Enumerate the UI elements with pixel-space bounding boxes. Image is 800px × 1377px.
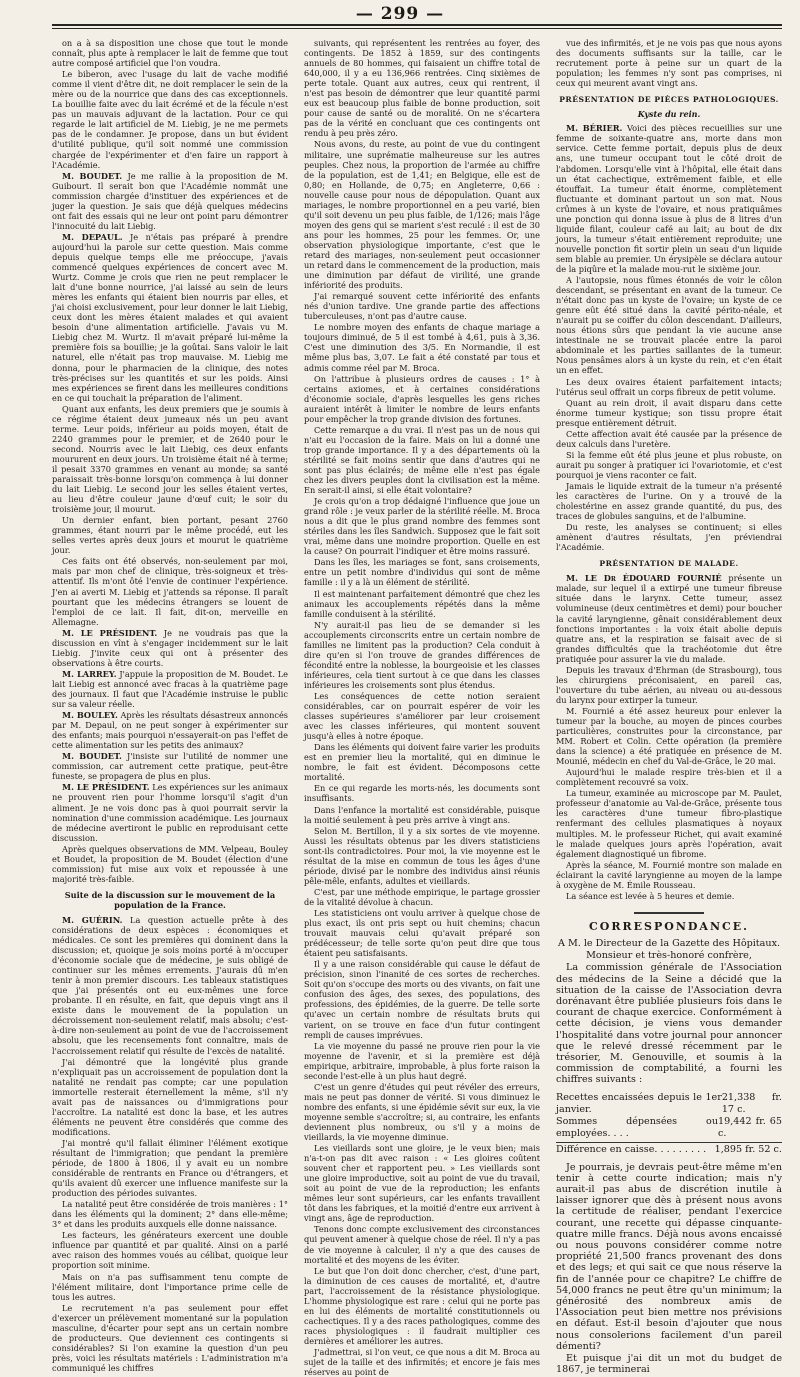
letter-greeting: Monsieur et très-honoré confrère, — [586, 950, 752, 962]
paragraph: A l'autopsie, nous fûmes étonnés de voir le côlon descendant, se présentant en avant de la tumeur. Ce n'était donc pas un kyste de l'ovaire; un kyste de ce genre eût été situé dans la cavité périto-néale, et n'aurait pu se coiffer du côlon descendant. D'ailleurs, nous étions sûrs que pendant la vie aucune anse intestinale ne se trouvait placée entre la paroi abdominale et les parties saillantes de la tumeur. Nous pensâmes alors à un kyste du rein, et c'en était un en effet. — [556, 275, 782, 376]
paragraph: on a à sa disposition une chose que tout le monde connaît, plus apte à remplacer le lait de femme que tout autre composé artificiel que l'on voudra. — [52, 38, 288, 69]
letter-salutation: A M. le Directeur de la Gazette des Hôpitaux. — [557, 937, 781, 949]
letter-paragraph: Et puisque j'ai dit un mot du budget de 1867, je terminerai — [556, 1353, 782, 1376]
speaker-name: M. LARREY. — [62, 668, 117, 679]
speech-boudet-2 — [52, 751, 288, 781]
paragraph: Depuis les travaux d'Ehrman (de Strasbourg), tous les chirurgiens préconisaient, en pareil cas, l'ouverture du tube aérien, au niveau ou au-dessous du larynx pour extirper la tumeur. — [556, 664, 782, 705]
account-value: 1,895 fr. 52 c. — [714, 1143, 782, 1155]
paragraph: La séance est levée à 5 heures et demie. — [566, 890, 735, 901]
paragraph: Mais on n'a pas suffisamment tenu compte de l'élément militaire, dont l'importance prime celle de tous les autres. — [52, 1271, 288, 1302]
speech-fournie — [556, 573, 782, 663]
paragraph: J'ai remarqué souvent cette infériorité des enfants nés d'union tardive. Une grande partie des affections tuberculeuses, n'ont pas d'autre cause. — [304, 291, 540, 322]
speech-guerin — [52, 915, 288, 1056]
subsection-heading: Kyste du rein. — [637, 109, 701, 120]
speaker-name: M. DEPAUL. — [62, 231, 123, 242]
speech-larrey — [52, 669, 288, 709]
paragraph: Le biberon, avec l'usage du lait de vache modifié comme il vient d'être dit, ne doit remplacer le sein de la mère ou de la nourrice que dans des cas exceptionnels. La bouillie faite avec du lait écrémé et de la fécule n'est pas un mauvais adjuvant de la lactation. Pour ce qui regarde le lait artificiel de M. Liebig, je ne me permets pas de le condamner. Je propose, dans un but évident d'utilité publique, qu'il soit nommé une commission chargée de l'expérimenter et d'en faire un rapport à l'Académie. — [52, 69, 288, 170]
page-number: — 299 — — [355, 4, 445, 24]
speech-president-2 — [52, 782, 288, 842]
speech-bouley — [52, 710, 288, 750]
speech-depaul — [52, 232, 288, 403]
account-value: 19,442 fr. 65 c. — [718, 1115, 782, 1139]
speech-president — [52, 628, 288, 668]
paragraph: Les conséquences de cette notion seraient considérables, car on pourrait espérer de voir les classes supérieures s'améliorer par leur croisement avec les classes inférieures, qui montent souvent jusqu'à elles à notre époque. — [304, 691, 540, 742]
paragraph: N'y aurait-il pas lieu de se demander si les accouplements circonscrits entre un certain nombre de familles ne limitent pas la production? Cela conduit à dire qu'en si l'on trouve de grandes différences de fécondité entre la noblesse, la bourgeoisie et les classes inférieures, cela tient surtout à ce que dans les classes inférieures les croisements sont plus étendus. — [304, 619, 540, 690]
paragraph: Après la séance, M. Fournié montre son malade en éclairant la cavité laryngienne au moyen de la lampe à oxygène de M. Émile Rousseau. — [556, 859, 782, 890]
paragraph: M. Fournié a été assez heureux pour enlever la tumeur par la bouche, au moyen de pinces courbes particulières, construites pour la circonstance, par MM. Robert et Colin. Cette opération (la première dans la science) a été pratiquée en présence de M. Mounié, médecin en chef du Val-de-Grâce, le 20 mai. — [556, 705, 782, 767]
account-label: Différence en caisse. . . . . . . . . — [556, 1143, 707, 1155]
account-row — [556, 1092, 782, 1116]
paragraph: J'ai démontré que la longévité plus grande n'expliquait pas un accroissement de population dont la natalité ne rendait pas compte; car une population immortelle resterait éternellement la même, s'il n'y avait pas de naissances ou d'immigrations pour l'accroître. La natalité est donc la base, et les autres éléments ne peuvent être considérés que comme des modifications. — [52, 1056, 288, 1137]
paragraph: C'est, par une méthode empirique, le partage grossier de la vitalité dévolue à chacun. — [304, 886, 540, 907]
speaker-name: M. GUÉRIN. — [62, 914, 123, 925]
paragraph: Dans les éléments qui doivent faire varier les produits est en premier lieu la mortalité, qui en diminue le nombre, le fait est évident. Décomposons cette mortalité. — [304, 742, 540, 783]
paragraph: Les facteurs, les générateurs exercent une double influence par quantité et par qualité. Ainsi on a parlé avec raison des hommes voués au célibat, quoique leur proportion soit minime. — [52, 1230, 288, 1271]
speaker-name: M. BOUDET. — [62, 751, 122, 762]
paragraph: Le but que l'on doit donc chercher, c'est, d'une part, la diminution de ces causes de mortalité, et, d'autre part, l'accroissement de la résistance physiologique. L'homme physiologique est rare : celui qui ne porte pas en lui des éléments de mortalité constitutionnels ou cachectiques. Il y a des races pathologiques, comme des races physiologiques : il faudrait multiplier ces dernières et améliorer les autres. — [304, 1265, 540, 1346]
speaker-name: M. BOULEY. — [62, 710, 118, 721]
paragraph: vue des infirmités, et je ne vois pas que nous ayons des documents suffisants sur la taille, car le recrutement porte à peine sur un quart de la population; les femmes n'y sont pas comprises, ni ceux qui meurent avant vingt ans. — [556, 38, 782, 89]
paragraph: Si la femme eût été plus jeune et plus robuste, on aurait pu songer à pratiquer ici l'ovariotomie, et c'est pourquoi je viens raconter ce fait. — [556, 449, 782, 480]
paragraph: Les statisticiens ont voulu arriver à quelque chose de plus exact, ils ont pris sept ou huit chemins; chacun trouvait mauvais celui qu'avait préparé son prédécesseur; de telle sorte qu'on peut dire que tous étaient peu satisfaisants. — [304, 907, 540, 959]
paragraph: Je crois qu'on a trop dédaigné l'influence que joue un grand rôle : je veux parler de la stérilité réelle. M. Broca nous a dit que le plus grand nombre des femmes sont stériles dans les îles Sandwich. Supposez que le fait soit vrai, même dans une moindre proportion. Quelle en est la cause? On pourrait l'indiquer et être moins rassuré. — [304, 496, 540, 557]
paragraph: Quant aux enfants, les deux premiers que je soumis à ce régime étaient deux jumeaux nés un peu avant terme. Leur poids, inférieur au poids moyen, était de 2240 grammes pour le premier, et de 2640 pour le second. Nourris avec le lait Liebig, ces deux enfants moururent en deux jours. Un troisième était né à terme; il pesait 3370 grammes en venant au monde; sa santé paraissait très-bonne lorsqu'on commença à lui donner du lait Liebig. Le second jour les selles étaient vertes, au lieu d'être couleur jaune d'œuf cuit; le soir du troisième jour, il mourut. — [52, 403, 288, 515]
letter-paragraph: La commission générale de l'Association des médecins de la Seine a décidé que la situation de la caisse de l'Association devra dorénavant être publiée plusieurs fois dans le courant de chaque exercice. Conformément à cette décision, je viens vous demander l'hospitalité dans votre journal pour annoncer que le relevé dressé récemment par le trésorier, M. Genouville, et soumis à la commission de comptabilité, a fourni les chiffres suivants : — [556, 962, 782, 1086]
paragraph: Les vieillards sont une gloire, je le veux bien; mais n'a-t-on pas dit avec raison : « Les gloires coûtent souvent cher et rapportent peu. » Les vieillards sont une gloire improductive, soit au point de vue du travail, soit au point de vue de la reproduction; les enfants mêmes leur sont supérieurs, car les enfants travaillent tôt dans les fabriques, et la moitié d'entre eux arrivent à vingt ans, âge de reproduction. — [304, 1143, 540, 1224]
paragraph: La vie moyenne du passé ne prouve rien pour la vie moyenne de l'avenir, et si la première est déjà empirique, arbitraire, improbable, à plus forte raison la seconde l'est-elle à un plus haut degré. — [304, 1040, 540, 1081]
header-rule — [52, 24, 782, 26]
speaker-name: M. LE PRÉSIDENT. — [62, 782, 150, 793]
speech-text: J'appuie la proposition de M. Boudet. Le lait Liebig est annoncé avec fracas à la quatrième page des journaux. Il faut que l'Académie instruise le public sur sa valeur réelle. — [52, 668, 288, 710]
section-heading: PRÉSENTATION DE PIÈCES PATHOLOGIQUES. — [559, 95, 779, 105]
correspondence-heading: CORRESPONDANCE. — [589, 919, 749, 933]
paragraph: Un dernier enfant, bien portant, pesant 2760 grammes, étant nourri par le même procédé, eut les selles vertes après deux jours et mourut le quatrième jour. — [52, 515, 288, 556]
paragraph: Cette remarque a du vrai. Il n'est pas un de nous qui n'ait eu l'occasion de la faire. Mais on lui a donné une trop grande importance. Il y a des départements où la stérilité se fait moins sentir que dans d'autres qui ne sont pas plus éclairés; de même elle n'est pas égale chez les divers peuples dont la civilisation est la même. En serait-il ainsi, si elle était volontaire? — [304, 424, 540, 496]
paragraph: Aujourd'hui le malade respire très-bien et il a complètement recouvré sa voix. — [556, 767, 782, 788]
column-1 — [52, 38, 289, 1373]
paragraph: Dans les îles, les mariages se font, sans croisements, entre un petit nombre d'individus qui sont de même famille : il y a là un élément de stérilité. — [304, 557, 540, 588]
speech-boudet — [52, 171, 288, 231]
account-total-row — [556, 1142, 782, 1156]
paragraph: Nous avons, du reste, au point de vue du contingent militaire, une suprématie malheureuse sur les autres peuples. Chez nous, la proportion de l'armée au chiffre de la population, est de 1,41; en Belgique, elle est de 0,80; en Hollande, de 0,75; en Angleterre, 0,66 : nouvelle cause pour nous de dépopulation. Quant aux mariages, le nombre proportionnel en a peu varié, bien qu'il soit devenu un peu plus faible, de 1/126; mais l'âge moyen des gens qui se marient s'est reculé : il est de 30 ans pour les hommes, 25 pour les femmes. Or, une observation physiologique importante, c'est que le retard des mariages, non-seulement peut occasionner un retard dans le commencement de la production, mais une diminution par défaut de virilité, une grande infériorité des produits. — [304, 139, 540, 291]
speaker-name: M. BÉRIER. — [566, 123, 623, 134]
speech-text: Je ne voudrais pas que la discussion en vînt à s'engager incidemment sur le lait Liebig. J'invite ceux qui ont à présenter des observations à être courts. — [52, 627, 288, 668]
letter-paragraph: Je pourrais, je devrais peut-être même m'en tenir à cette courte indication; mais n'y aurait-il pas abus de discrétion inutile à laisser ignorer que dès à présent nous avons la certitude de réaliser, pendant l'exercice courant, une recette qui dépasse cinquante-quatre mille francs. Déjà nous avons encaissé ou nous pouvons considérer comme notre propriété 21,500 francs provenant des dons et des legs; et qui sait ce que nous réserve la fin de l'année pour ce chapitre? Le chiffre de 54,000 francs ne peut être qu'un minimum; la générosité des nombreux amis de l'Association peut bien mettre nos prévisions en défaut. Est-il besoin d'ajouter que nous nous consolerions facilement d'un pareil démenti? — [556, 1161, 782, 1352]
speech-text: Les expériences sur les animaux ne prouvent rien pour l'homme lorsqu'il s'agit d'un aliment. Je ne vois donc pas à quoi pourrait servir la nomination d'une commission académique. Les journaux de médecine avertiront le public en reproduisant cette discussion. — [52, 782, 288, 843]
paragraph: Selon M. Bertillon, il y a six sortes de vie moyenne. Aussi les résultats obtenus par les divers statisticiens sont-ils contradictoires. Pour moi, la vie moyenne est le résultat de la mise en commun de tous les âges d'une période, divisé par le nombre des individus ainsi réunis pêle-mêle, enfants, adultes et vieillards. — [304, 825, 540, 886]
paragraph: Le recrutement n'a pas seulement pour effet d'exercer un prélèvement momentané sur la population masculine, d'écarter pour sept ans un certain nombre de producteurs. Que deviennent ces contingents si considérables? Si l'on examine la question d'un peu près, voici les résultats matériels : L'administration m'a communiqué les chiffres — [52, 1302, 288, 1373]
paragraph: La tumeur, examinée au microscope par M. Paulet, professeur d'anatomie au Val-de-Grâce, présente tous les caractères d'une tumeur fibro-plastique renfermant des cellules plasmatiques à noyaux multiples. M. le professeur Richet, qui avait examiné le malade quelques jours après l'opération, avait également diagnostiqué un fibrome. — [556, 788, 782, 859]
account-row — [556, 1116, 782, 1140]
paragraph: Ces faits ont été observés, non-seulement par moi, mais par mon chef de clinique, très-soigneux et très-attentif. Ils m'ont ôté l'envie de continuer l'expérience. J'en ai averti M. Liebig et j'attends sa réponse. Il paraît pourtant que les médecins étrangers se louent de l'emploi de ce lait. Il fait, dit-on, merveille en Allemagne. — [52, 556, 288, 627]
header-rule-thin — [52, 28, 782, 29]
speaker-name: M. LE Dr ÉDOUARD FOURNIÉ — [566, 573, 722, 584]
speaker-name: M. BOUDET. — [62, 170, 123, 181]
paragraph: Cette affection avait été causée par la présence de deux calculs dans l'uretère. — [556, 428, 782, 449]
section-heading: PRÉSENTATION DE MALADE. — [599, 559, 739, 569]
speech-text: La question actuelle prête à des considérations de deux espèces : économiques et médicales. Ce sont les premières qui dominent dans la discussion; et, quoique je sois moins porté à m'occuper d'économie sociale que de médecine, je suis obligé de continuer sur les mêmes errements. J'aurais dû m'en tenir à mon premier discours. Les tableaux statistiques que j'ai présentés ont eu eux-mêmes une force probante. Il en résulte, en fait, que depuis vingt ans il existe dans le mouvement de la population un décroissement non-seulement relatif, mais absolu; c'est-à-dire non-seulement au point de vue de l'accroissement absolu, que les recensements font connaître, mais de l'accroissement relatif qui résulte de l'excès de natalité. — [52, 914, 288, 1056]
paragraph: Du reste, les analyses se continuent; si elles amènent d'autres résultats, j'en préviendrai l'Académie. — [556, 522, 782, 553]
section-divider — [556, 906, 782, 916]
paragraph: Après quelques observations de MM. Velpeau, Bouley et Boudet, la proposition de M. Boudet (élection d'une commission) fut mise aux voix et repoussée à une majorité très-faible. — [52, 843, 288, 884]
column-3 — [556, 38, 782, 1376]
speech-text: présente un malade, sur lequel il a extirpé une tumeur fibreuse située dans le larynx. Cette tumeur, assez volumineuse (deux centimètres et demi) pour boucher la cavité laryngienne, gênait considérablement deux fonctions importantes : la voix était abolie depuis quatre ans, et la respiration se faisait avec de si grandes difficultés que la trachéotomie dut être pratiquée pour assurer la vie du malade. — [556, 573, 782, 664]
account-table — [556, 1092, 782, 1156]
paragraph: Jamais le liquide extrait de la tumeur n'a présenté les caractères de l'urine. On y a trouvé de la cholestérine en assez grande quantité, du pus, des traces de globules sanguins, et de l'albumine. — [556, 480, 782, 522]
account-value: 21,338 fr. 17 c. — [721, 1091, 782, 1115]
paragraph: Il y a une raison considérable qui cause le défaut de précision, sinon l'inanité de ces sortes de recherches. Soit qu'on s'occupe des morts ou des vivants, on fait une confusion des âges, des sexes, des populations, des professions, des épidémies, de la guerre. De telle sorte qu'avec un certain nombre de résultats bruts qui varient, on se trouve en face d'un futur contingent rempli de causes imprévues. — [304, 959, 540, 1040]
speech-berier — [556, 123, 782, 274]
speech-text: J'insiste sur l'utilité de nommer une commission, car autrement cette pratique, peut-être funeste, se propagera de plus en plus. — [52, 751, 288, 782]
speech-text: Après les résultats désastreux annoncés par M. Depaul, on ne peut songer à expérimenter sur des enfants; mais pourquoi n'essayerait-on pas l'effet de cette alimentation sur les petits des animaux? — [52, 710, 288, 751]
paragraph: On l'attribue à plusieurs ordres de causes : 1° à certains axiomes, et à certaines considérations d'économie sociale, d'après lesquelles les gens riches auraient intérêt à limiter le nombre de leurs enfants pour empêcher la trop grande division des fortunes. — [304, 373, 540, 424]
paragraph: Le nombre moyen des enfants de chaque mariage a toujours diminué, de 5 il est tombé à 4,61, puis à 3,36. C'est une diminution des 3/5. En Normandie, il est même plus bas, 3,07. Le fait a été constaté par tous et admis comme réel par M. Broca. — [304, 322, 540, 373]
paragraph: Les deux ovaires étaient parfaitement intacts; l'utérus seul offrait un corps fibreux de petit volume. — [556, 376, 782, 397]
paragraph: La natalité peut être considérée de trois manières : 1° dans les éléments qui la dominent; 2° dans elle-même; 3° et dans les produits auxquels elle donne naissance. — [52, 1199, 288, 1230]
paragraph: J'ai montré qu'il fallait éliminer l'élément exotique résultant de l'immigration; que pendant la première période, de 1800 à 1806, il y avait eu un nombre considérable de rentrants en France ou d'étrangers, et qu'ils avaient dû exercer une influence manifeste sur la production des périodes suivantes. — [52, 1137, 288, 1199]
paragraph: Tenons donc compte exclusivement des circonstances qui peuvent amener à quelque chose de réel. Il n'y a pas de vie moyenne à calculer, il n'y a que des causes de mortalité et des moyens de les éviter. — [304, 1224, 540, 1265]
section-heading: Suite de la discussion sur le mouvement de la population de la France. — [64, 889, 276, 910]
account-label: Sommes dépensées ou employées. . . . — [556, 1115, 719, 1139]
paragraph: J'admettrai, si l'on veut, ce que nous a dit M. Broca au sujet de la taille et des infirmités; et encore je fais mes réserves au point de — [304, 1347, 540, 1377]
paragraph: Quant au rein droit, il avait disparu dans cette énorme tumeur kystique; son tissu propre était presque entièrement détruit. — [556, 397, 782, 428]
paragraph: Il est maintenant parfaitement démontré que chez les animaux les accouplements répétés dans la même famille conduisent à la stérilité. — [304, 588, 540, 619]
paragraph: suivants, qui représentent les rentrées au foyer, des contingents. De 1852 à 1859, sur des contingents annuels de 80 hommes, qui faisaient un chiffre total de 640,000, il y a eu 136,966 rentrées. Cinq sixièmes de perte totale. Quant aux autres, ceux qui rentrent, il n'est pas besoin de démontrer que leur quantité parmi eux est beaucoup plus faible de bonne production, soit pour cause de santé ou de moralité. On ne s'écartera pas de la vérité en concluant que ces contingents ont rendu à peu près zéro. — [304, 38, 540, 139]
speech-text: Je n'étais pas préparé à prendre aujourd'hui la parole sur cette question. Mais comme depuis quelque temps elle me préoccupe, j'avais commencé quelques expériences de concert avec M. Wurtz. Comme je crois que rien ne peut remplacer le lait d'une bonne nourrice, j'ai laissé au sein de leurs mères les enfants qui étaient bien nourris par elles, et j'ai choisi exclusivement, pour leur donner le lait Liebig, ceux dont les mères étaient malades et qui avaient besoin d'une alimentation artificielle. J'avais vu M. Liebig chez M. Wurtz. Il m'avait préparé lui-même la première fois sa bouillie; je la goûtai. Sans valoir le lait naturel, elle n'était pas trop mauvaise. M. Liebig me donna, pour le pharmacien de la clinique, des notes très-précises sur les quantités et sur les poids. Ainsi mes expériences se firent dans les meilleures conditions en ce qui touchait la préparation de l'aliment. — [52, 231, 289, 403]
paragraph: C'est un genre d'études qui peut révéler des erreurs, mais ne peut pas donner de vérité. Si vous diminuez le nombre des enfants, si une épidémie sévit sur eux, la vie moyenne semble s'accroître; si, au contraire, les enfants deviennent plus nombreux, ou s'il y a moins de vieillards, la vie moyenne diminue. — [304, 1081, 540, 1143]
column-2 — [304, 38, 540, 1377]
account-label: Recettes encaissées depuis le 1er janvier. — [556, 1091, 722, 1115]
speech-text: Voici des pièces recueillies sur une femme de soixante-quatre ans, morte dans mon service. Cette femme portait, depuis plus de deux ans, une tumeur occupant tout le côté droit de l'abdomen. Lorsqu'elle vint à l'hôpital, elle était dans un état cachectique, extrêmement faible, et elle étouffait. La tumeur était énorme, complètement fluctuante et dominant partout un son mat. Nous crûmes à un kyste de l'ovaire, et nous pratiquâmes une ponction qui donna issue à plus de 8 litres d'un liquide filant, couleur café au lait; au bout de dix jours, la tumeur s'était entièrement reproduite; une nouvelle ponction fit sortir plein un seau d'un liquide sem blable au premier. Un érysipèle se déclara autour de la piqûre et la malade mou-rut le sixième jour. — [556, 123, 782, 274]
speaker-name: M. LE PRÉSIDENT. — [62, 627, 158, 638]
paragraph: Dans l'enfance la mortalité est considérable, puisque la moitié seulement à peu près arrive à vingt ans. — [304, 804, 540, 825]
speech-text: Je me rallie à la proposition de M. Guibourt. Il serait bon que l'Académie nommât une commission chargée d'instituer des expériences et de juger la question. Je sais que déjà quelques médecins ont fait des essais qui ne leur ont point paru démontrer l'innocuité du lait Liebig. — [52, 170, 288, 231]
paragraph: En ce qui regarde les morts-nés, les documents sont insuffisants. — [304, 783, 540, 804]
